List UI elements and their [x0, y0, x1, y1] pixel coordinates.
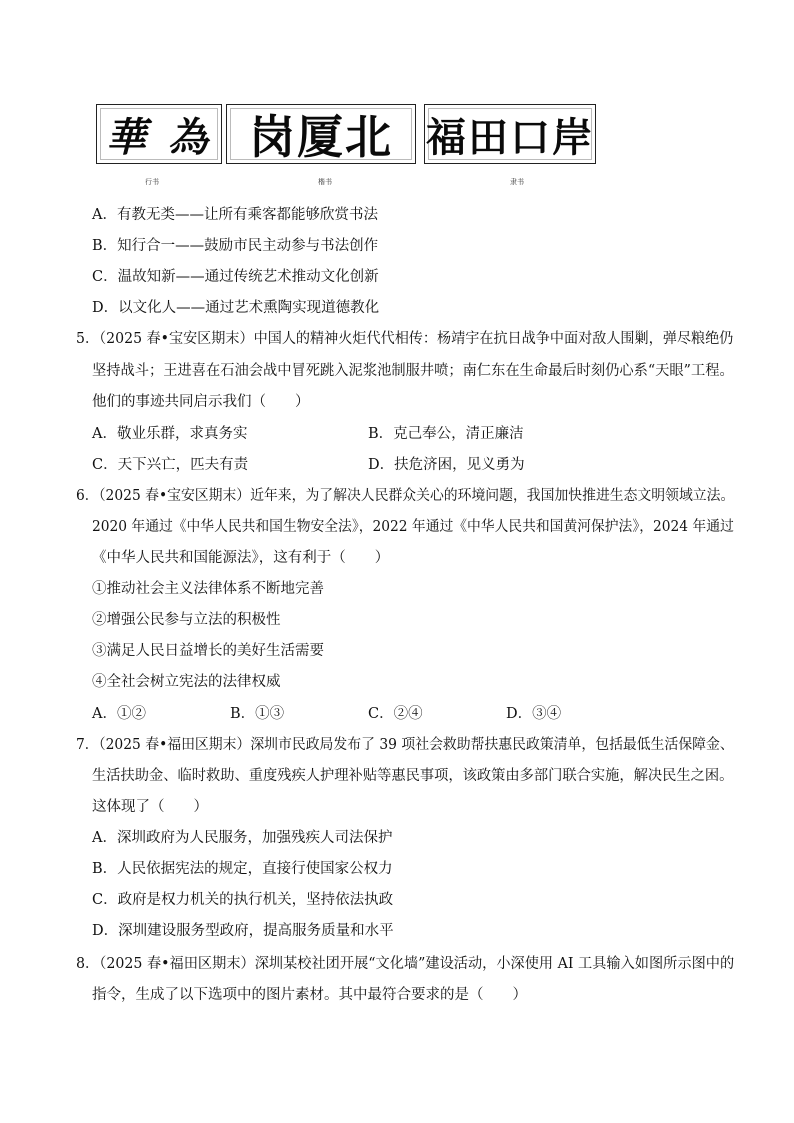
figure-caption: 隶书	[510, 178, 524, 186]
question-stem: 5．（2025 春•宝安区期末）中国人的精神火炬代代相传：杨靖宇在抗日战争中面对敌人围剿，弹尽粮绝仍	[76, 331, 734, 347]
statement-item: ③满足人民日益增长的美好生活需要	[92, 643, 324, 659]
option-line: A．敬业乐群，求真务实	[92, 426, 248, 442]
question-stem: 这体现了（ ）	[92, 799, 208, 815]
option-line: B．克己奉公，清正廉洁	[368, 426, 524, 442]
option-line: A．有教无类——让所有乘客都能够欣赏书法	[92, 207, 378, 223]
option-line: D．③④	[506, 706, 562, 722]
option-line: B．①③	[230, 706, 285, 722]
option-line: A．①②	[92, 706, 146, 722]
calligraphy-panel-kaishu	[226, 104, 416, 164]
question-stem: 7．（2025 春•福田区期末）深圳市民政局发布了 39 项社会救助帮扶惠民政策清单，包括最低生活保障金、	[76, 737, 734, 753]
calligraphy-text: 福田口岸	[426, 114, 594, 161]
question-stem: 生活扶助金、临时救助、重度残疾人护理补贴等惠民事项，该政策由多部门联合实施，解决民生之困。	[92, 768, 734, 784]
option-line: C．天下兴亡，匹夫有责	[92, 457, 249, 473]
statement-item: ②增强公民参与立法的积极性	[92, 612, 281, 628]
calligraphy-text: 華 為	[106, 113, 212, 161]
option-line: C．②④	[368, 706, 423, 722]
option-line: B．人民依据宪法的规定，直接行使国家公权力	[92, 861, 393, 877]
statement-item: ①推动社会主义法律体系不断地完善	[92, 581, 324, 597]
option-line: C．政府是权力机关的执行机关，坚持依法执政	[92, 892, 394, 908]
option-line: C．温故知新——通过传统艺术推动文化创新	[92, 269, 379, 285]
calligraphy-panel-lishu	[424, 104, 596, 164]
question-stem: 6．（2025 春•宝安区期末）近年来，为了解决人民群众关心的环境问题，我国加快推进生态文明领域立法。	[76, 488, 735, 504]
option-line: D．以文化人——通过艺术熏陶实现道德教化	[92, 300, 380, 316]
option-line: D．扶危济困，见义勇为	[368, 457, 525, 473]
question-stem: 2020 年通过《中华人民共和国生物安全法》，2022 年通过《中华人民共和国黄河保护法》，2024 年通过	[92, 519, 734, 535]
option-line: A．深圳政府为人民服务，加强残疾人司法保护	[92, 830, 393, 846]
question-stem: 《中华人民共和国能源法》，这有利于（ ）	[92, 550, 390, 566]
question-stem: 他们的事迹共同启示我们（ ）	[92, 394, 310, 410]
question-stem: 指令，生成了以下选项中的图片素材。其中最符合要求的是（ ）	[92, 987, 527, 1003]
calligraphy-text: 岗厦北	[249, 110, 393, 164]
statement-item: ④全社会树立宪法的法律权威	[92, 674, 281, 690]
option-line: B．知行合一——鼓励市民主动参与书法创作	[92, 238, 379, 254]
figure-caption: 行书	[145, 178, 159, 186]
question-stem: 8．（2025 春•福田区期末）深圳某校社团开展“文化墙”建设活动，小深使用 AI 工具输入如图所示图中的	[76, 956, 735, 972]
option-line: D．深圳建设服务型政府，提高服务质量和水平	[92, 923, 394, 939]
calligraphy-figure	[96, 104, 598, 190]
calligraphy-panel-xingshu	[96, 104, 222, 164]
figure-caption: 楷书	[318, 178, 332, 186]
question-stem: 坚持战斗；王进喜在石油会战中冒死跳入泥浆池制服井喷；南仁东在生命最后时刻仍心系“天眼”工程。	[92, 363, 734, 379]
